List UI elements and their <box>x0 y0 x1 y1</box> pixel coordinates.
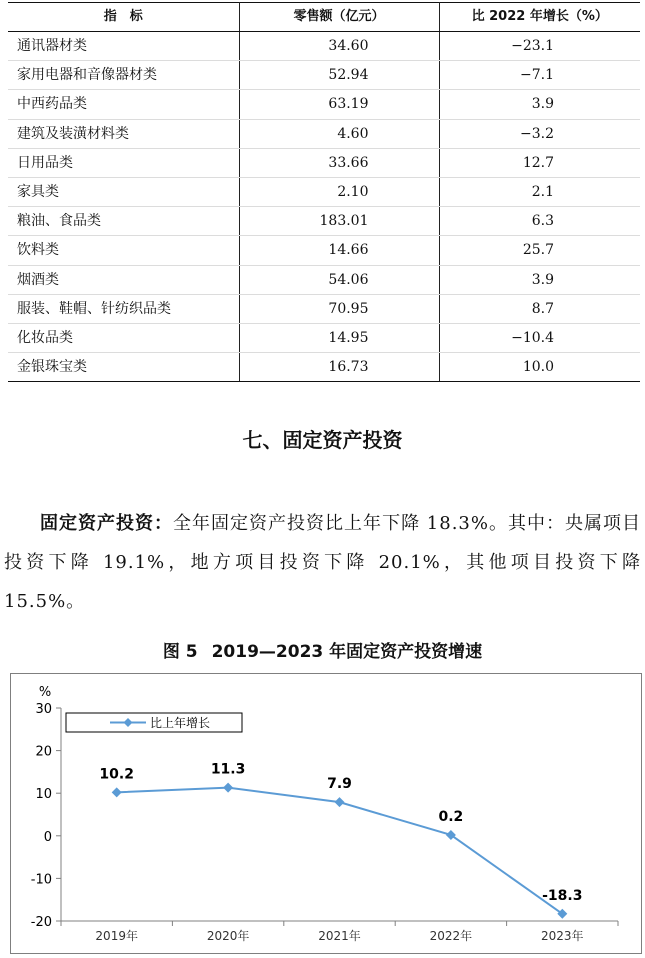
table-row <box>8 353 640 382</box>
row-name: 烟酒类 <box>8 265 239 294</box>
row-amount: 14.66 <box>239 236 439 265</box>
figure-title <box>0 637 645 662</box>
row-amount: 33.66 <box>239 148 439 177</box>
row-name: 家用电器和音像器材类 <box>8 61 239 90</box>
table-row <box>8 119 640 148</box>
row-name: 金银珠宝类 <box>8 353 239 382</box>
retail-sales-table <box>8 2 640 382</box>
investment-growth-chart <box>10 673 642 954</box>
table-row <box>8 207 640 236</box>
table-row <box>8 90 640 119</box>
legend-label: 比上年增长 <box>150 716 211 730</box>
header-growth: 比 2022 年增长（%） <box>439 3 640 32</box>
x-tick-label: 2019年 <box>95 929 138 943</box>
row-growth: 2.1 <box>439 177 640 206</box>
data-label: 0.2 <box>438 808 464 825</box>
row-growth: 10.0 <box>439 353 640 382</box>
table-body <box>8 32 640 382</box>
row-amount: 16.73 <box>239 353 439 382</box>
row-amount: 70.95 <box>239 294 439 323</box>
header-indicator: 指 标 <box>8 3 239 32</box>
investment-paragraph <box>4 504 641 621</box>
table-row <box>8 61 640 90</box>
x-tick-label: 2020年 <box>206 929 250 943</box>
y-tick-label: 0 <box>43 829 52 845</box>
table-row <box>8 294 640 323</box>
y-tick-label: 10 <box>35 787 52 803</box>
row-name: 服装、鞋帽、针纺织品类 <box>8 294 239 323</box>
row-name: 建筑及装潢材料类 <box>8 119 239 148</box>
paragraph-body: 全年固定资产投资比上年下降 18.3%。其中：央属项目投资下降 19.1%，地方项目投资下降 20.1%，其他项目投资下降 15.5%。 <box>4 513 642 612</box>
y-tick-label: -10 <box>30 872 52 888</box>
row-amount: 34.60 <box>239 32 439 61</box>
row-growth: −3.2 <box>439 119 640 148</box>
row-growth: 3.9 <box>439 265 640 294</box>
data-label: -18.3 <box>542 887 583 904</box>
paragraph-lead: 固定资产投资： <box>40 513 174 534</box>
figure-caption: 2019—2023 年固定资产投资增速 <box>211 642 483 662</box>
y-tick-label: 20 <box>35 744 52 760</box>
row-name: 饮料类 <box>8 236 239 265</box>
x-tick-label: 2022年 <box>429 929 473 943</box>
row-amount: 183.01 <box>239 207 439 236</box>
row-name: 家具类 <box>8 177 239 206</box>
table-row <box>8 32 640 61</box>
row-growth: −10.4 <box>439 323 640 352</box>
row-amount: 54.06 <box>239 265 439 294</box>
row-growth: 25.7 <box>439 236 640 265</box>
data-label: 11.3 <box>210 761 246 778</box>
table-row <box>8 177 640 206</box>
row-growth: 6.3 <box>439 207 640 236</box>
data-label: 7.9 <box>327 776 352 793</box>
section-heading: 七、固定资产投资 <box>242 428 403 452</box>
x-tick-label: 2023年 <box>541 929 584 943</box>
table-row <box>8 148 640 177</box>
row-growth: −23.1 <box>439 32 640 61</box>
row-amount: 52.94 <box>239 61 439 90</box>
row-name: 粮油、食品类 <box>8 207 239 236</box>
row-growth: 3.9 <box>439 90 640 119</box>
row-amount: 4.60 <box>239 119 439 148</box>
y-tick-label: -20 <box>30 915 52 930</box>
row-name: 中西药品类 <box>8 90 239 119</box>
figure-number: 图 5 <box>162 642 198 662</box>
row-amount: 63.19 <box>239 90 439 119</box>
row-growth: −7.1 <box>439 61 640 90</box>
row-name: 日用品类 <box>8 148 239 177</box>
table-row <box>8 236 640 265</box>
table-row <box>8 323 640 352</box>
table-row <box>8 265 640 294</box>
y-axis-unit-label: % <box>38 685 52 700</box>
row-growth: 8.7 <box>439 294 640 323</box>
row-amount: 2.10 <box>239 177 439 206</box>
table-header-row <box>8 3 640 32</box>
x-tick-label: 2021年 <box>318 929 361 943</box>
row-name: 化妆品类 <box>8 323 239 352</box>
header-amount: 零售额（亿元） <box>239 3 439 32</box>
row-growth: 12.7 <box>439 148 640 177</box>
row-name: 通讯器材类 <box>8 32 239 61</box>
y-tick-label: 30 <box>35 702 52 717</box>
row-amount: 14.95 <box>239 323 439 352</box>
data-label: 10.2 <box>99 766 134 783</box>
